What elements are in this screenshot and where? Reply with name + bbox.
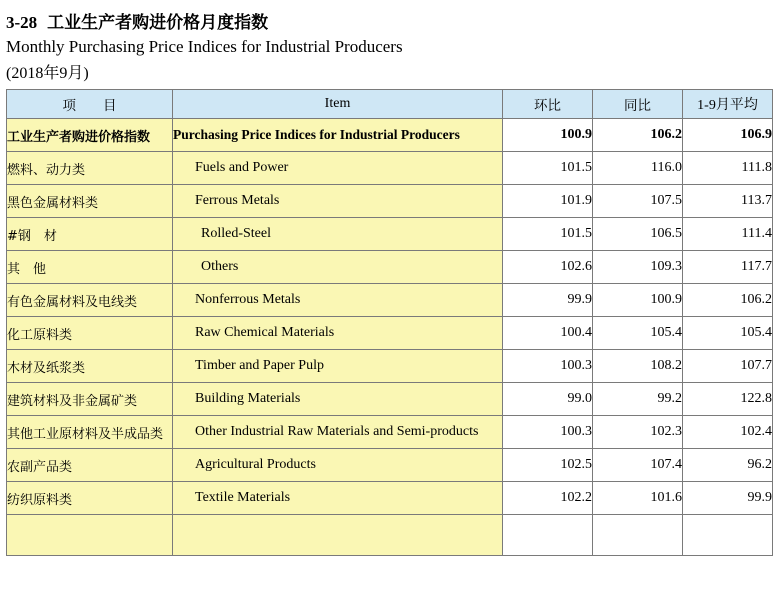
filler-cell-cn	[7, 515, 173, 556]
table-row	[7, 449, 773, 482]
row-label-cn: 建筑材料及非金属矿类	[7, 383, 173, 416]
cell-yoy: 116.0	[593, 152, 683, 185]
row-label-cn: 木材及纸浆类	[7, 350, 173, 383]
row-label-en: Others	[173, 251, 503, 284]
cell-mom: 101.5	[503, 218, 593, 251]
price-indices-table	[6, 89, 773, 556]
filler-cell-yoy	[593, 515, 683, 556]
cell-yoy: 99.2	[593, 383, 683, 416]
row-label-en: Building Materials	[173, 383, 503, 416]
table-filler-row	[7, 515, 773, 556]
table-row	[7, 152, 773, 185]
cell-avg: 99.9	[683, 482, 773, 515]
cell-mom: 102.6	[503, 251, 593, 284]
row-label-cn: 纺织原料类	[7, 482, 173, 515]
row-label-cn: 黑色金属材料类	[7, 185, 173, 218]
filler-cell-mom	[503, 515, 593, 556]
cell-avg: 117.7	[683, 251, 773, 284]
cell-mom: 100.3	[503, 350, 593, 383]
cell-avg: 111.8	[683, 152, 773, 185]
table-row	[7, 317, 773, 350]
cell-mom: 99.0	[503, 383, 593, 416]
row-label-en: Other Industrial Raw Materials and Semi-products	[173, 416, 503, 449]
cell-avg: 106.9	[683, 119, 773, 152]
row-label-en: Rolled-Steel	[173, 218, 503, 251]
cell-yoy: 108.2	[593, 350, 683, 383]
page-title-chinese-text: 工业生产者购进价格月度指数	[47, 13, 269, 33]
table-row	[7, 284, 773, 317]
cell-avg: 111.4	[683, 218, 773, 251]
cell-yoy: 106.2	[593, 119, 683, 152]
table-row	[7, 482, 773, 515]
row-label-en: Agricultural Products	[173, 449, 503, 482]
table-row	[7, 218, 773, 251]
reporting-period: (2018年9月)	[6, 65, 89, 82]
table-row	[7, 119, 773, 152]
column-header-item-en: Item	[173, 90, 503, 119]
row-label-en: Ferrous Metals	[173, 185, 503, 218]
table-row	[7, 185, 773, 218]
cell-avg: 105.4	[683, 317, 773, 350]
cell-mom: 102.2	[503, 482, 593, 515]
row-label-en: Purchasing Price Indices for Industrial Producers	[173, 119, 503, 152]
row-label-en: Textile Materials	[173, 482, 503, 515]
row-label-cn: 有色金属材料及电线类	[7, 284, 173, 317]
column-header-year-on-year: 同比	[593, 90, 683, 119]
table-row	[7, 350, 773, 383]
cell-mom: 102.5	[503, 449, 593, 482]
page-title-chinese	[6, 8, 770, 33]
row-label-cn: 燃料、动力类	[7, 152, 173, 185]
cell-yoy: 106.5	[593, 218, 683, 251]
cell-yoy: 101.6	[593, 482, 683, 515]
filler-cell-en	[173, 515, 503, 556]
cell-mom: 99.9	[503, 284, 593, 317]
table-header	[7, 90, 773, 119]
column-header-month-on-month: 环比	[503, 90, 593, 119]
cell-mom: 100.4	[503, 317, 593, 350]
cell-mom: 101.5	[503, 152, 593, 185]
cell-avg: 113.7	[683, 185, 773, 218]
page-title-english: Monthly Purchasing Price Indices for Industrial Producers	[6, 37, 403, 56]
cell-yoy: 107.4	[593, 449, 683, 482]
cell-avg: 122.8	[683, 383, 773, 416]
row-label-en: Fuels and Power	[173, 152, 503, 185]
column-header-average: 1-9月平均	[683, 90, 773, 119]
table-row	[7, 251, 773, 284]
row-label-cn: #钢 材	[7, 218, 173, 251]
row-label-cn: 工业生产者购进价格指数	[7, 119, 173, 152]
table-row	[7, 383, 773, 416]
cell-avg: 106.2	[683, 284, 773, 317]
row-label-en: Timber and Paper Pulp	[173, 350, 503, 383]
filler-cell-avg	[683, 515, 773, 556]
cell-yoy: 100.9	[593, 284, 683, 317]
row-label-en: Nonferrous Metals	[173, 284, 503, 317]
cell-yoy: 107.5	[593, 185, 683, 218]
table-number: 3-28	[6, 13, 38, 32]
cell-mom: 101.9	[503, 185, 593, 218]
cell-yoy: 105.4	[593, 317, 683, 350]
cell-avg: 102.4	[683, 416, 773, 449]
row-label-en: Raw Chemical Materials	[173, 317, 503, 350]
table-row	[7, 416, 773, 449]
row-label-cn: 化工原料类	[7, 317, 173, 350]
cell-mom: 100.9	[503, 119, 593, 152]
cell-avg: 96.2	[683, 449, 773, 482]
cell-yoy: 109.3	[593, 251, 683, 284]
column-header-item-cn: 项 目	[7, 90, 173, 119]
row-label-cn: 其他工业原材料及半成品类	[7, 416, 173, 449]
cell-yoy: 102.3	[593, 416, 683, 449]
cell-avg: 107.7	[683, 350, 773, 383]
table-header-row	[7, 90, 773, 119]
row-label-cn: 其 他	[7, 251, 173, 284]
row-label-cn: 农副产品类	[7, 449, 173, 482]
cell-mom: 100.3	[503, 416, 593, 449]
table-body	[7, 119, 773, 556]
